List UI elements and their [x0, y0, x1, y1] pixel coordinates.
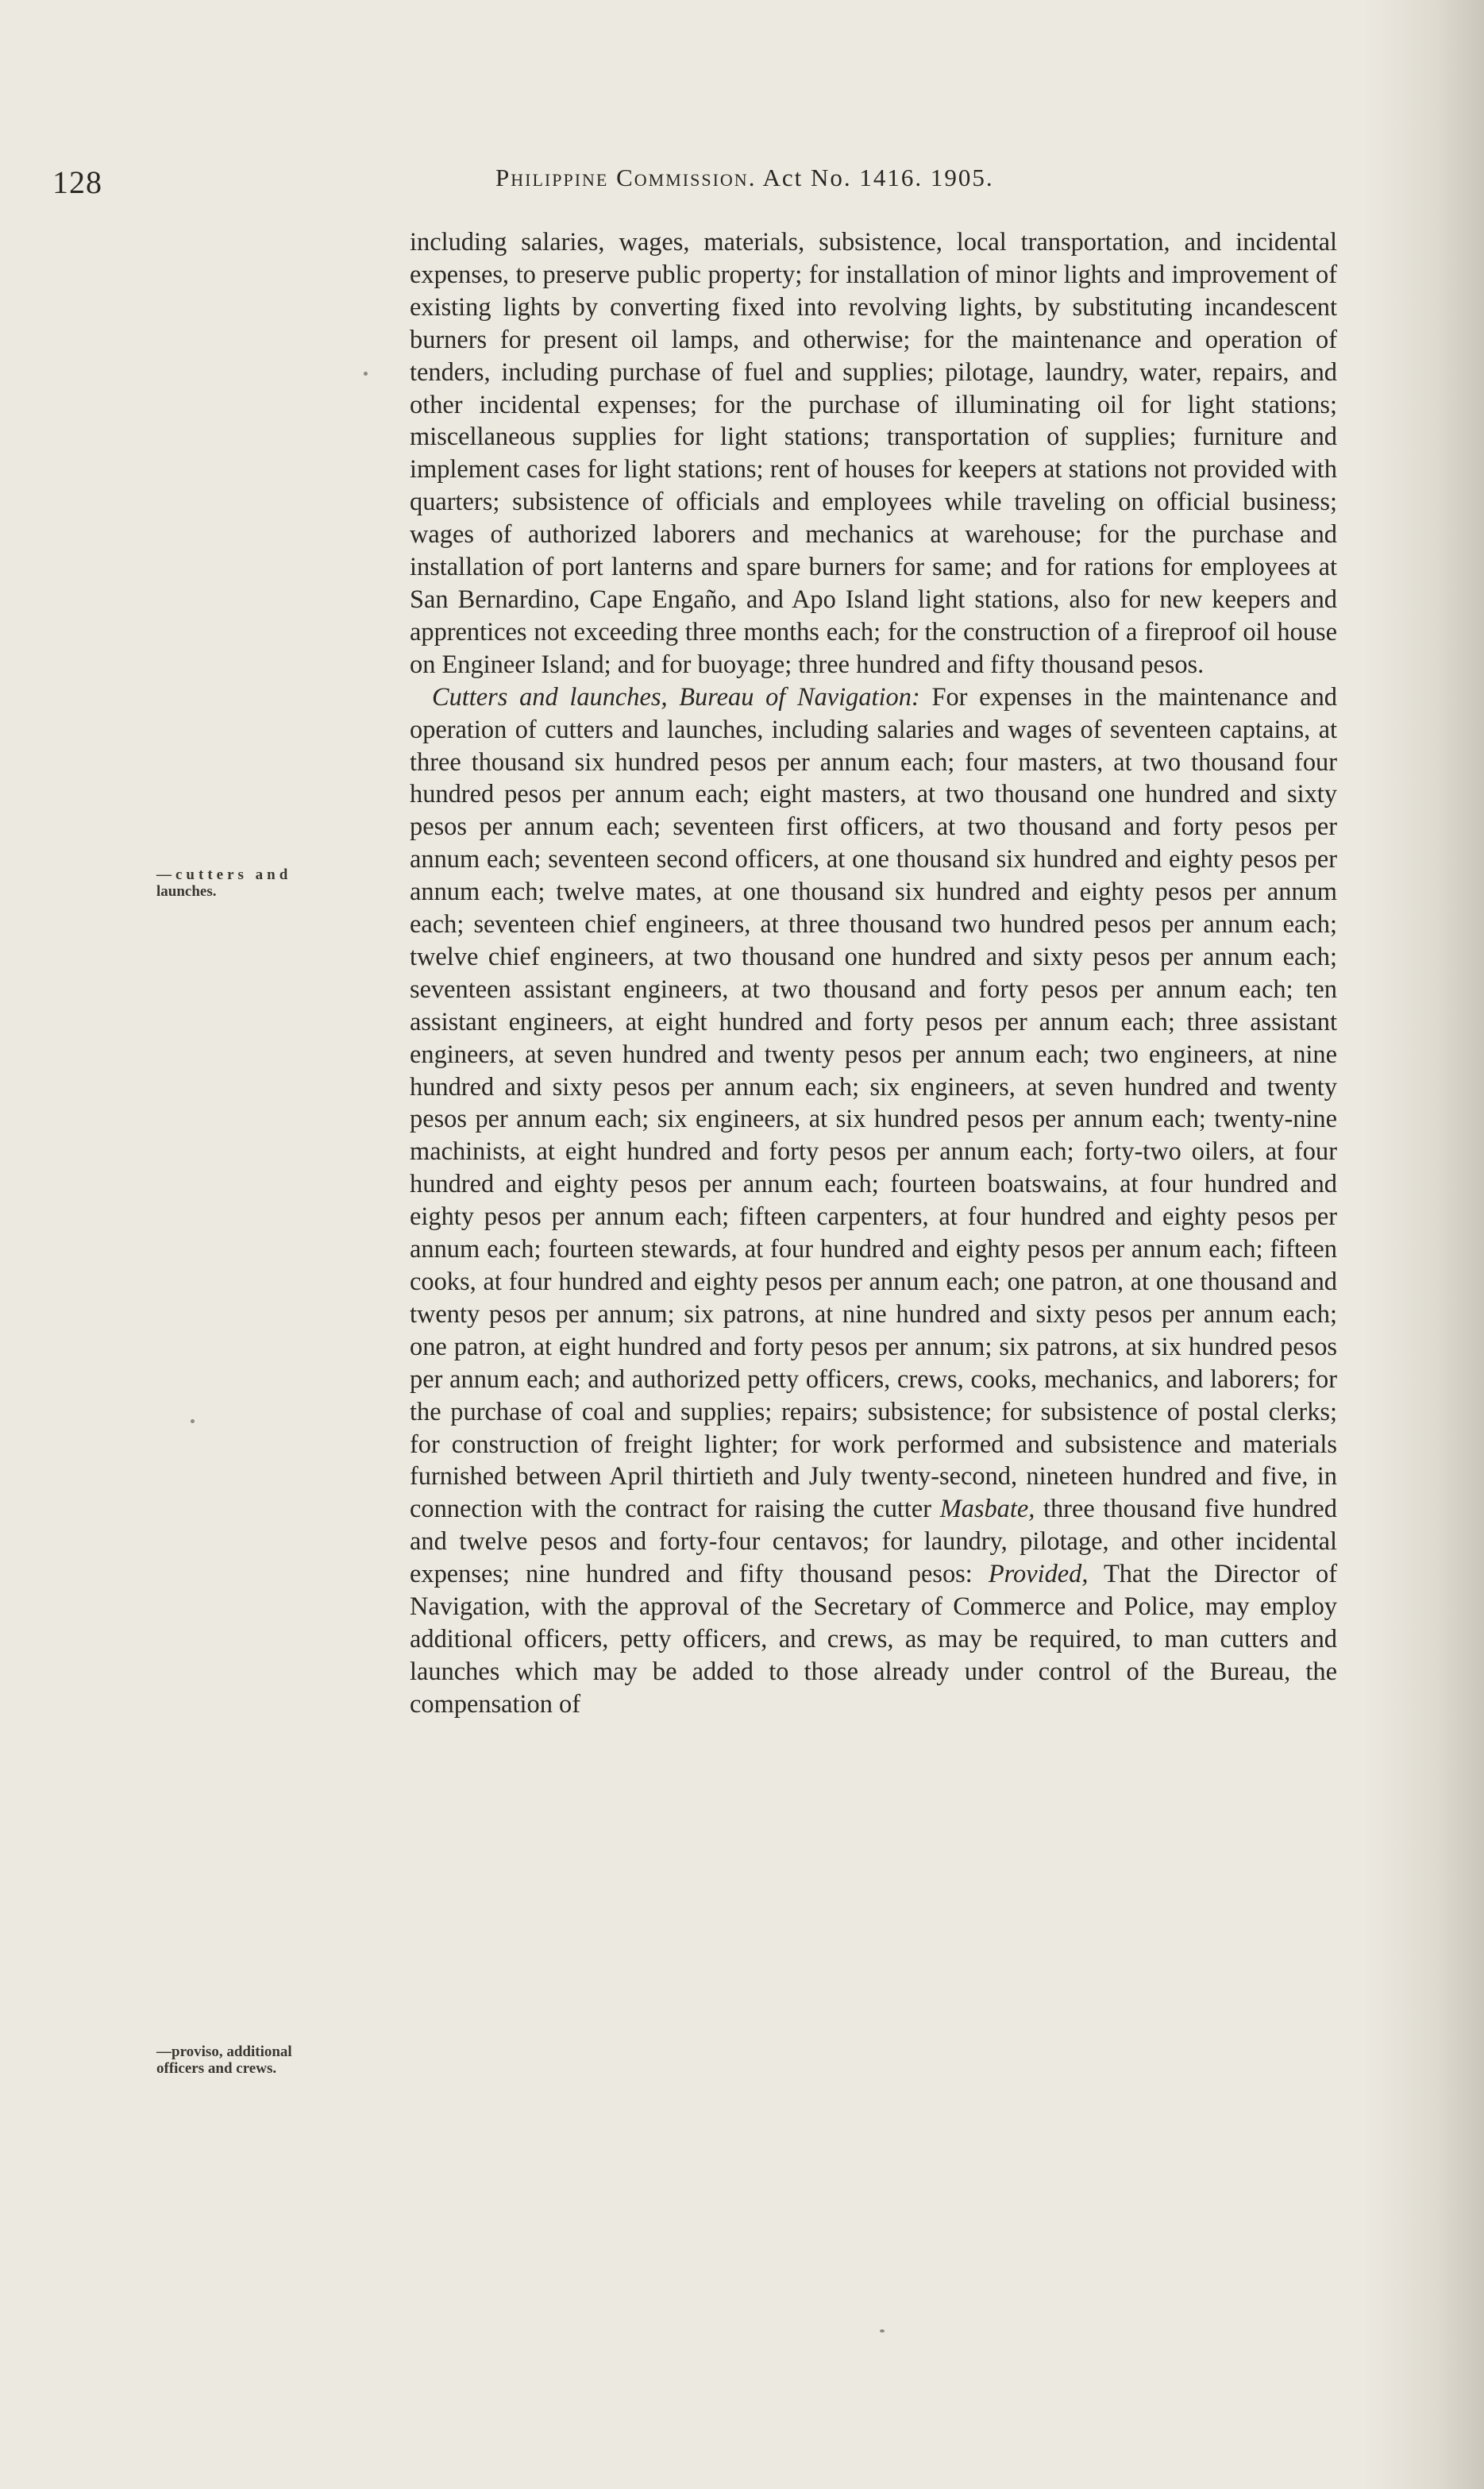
margin-note-line: launches. [156, 883, 217, 900]
page-number: 128 [52, 164, 102, 200]
body-text [410, 226, 1337, 1721]
paper-speck [191, 1419, 195, 1423]
margin-note-cutters-launches [156, 866, 395, 900]
paragraph-text: For expenses in the maintenance and operation of cutters and launches, including salaries and wages of seventeen captains, at three thousand six hundred pesos per annum each; four masters, at two thousand four hundred pesos per annum each; eight masters, at two thousand one hundred and sixty pesos per annum each; seventeen first officers, at two thousand and forty pesos per annum each; seventeen second officers, at one thousand six hundred and eighty pesos per annum each; twelve mates, at one thousand six hundred and eighty pesos per annum each; seventeen chief engineers, at three thousand two hundred pesos per annum each; twelve chief engineers, at two thousand one hundred and sixty pesos per annum each; seventeen assistant engineers, at two thousand and forty pesos per annum each; ten assistant engineers, at eight hundred and forty pesos per annum each; three assistant engineers, at seven hundred and twenty pesos per annum each; two engineers, at nine hundred and sixty pesos per annum each; six engineers, at seven hundred and twenty pesos per annum each; six engineers, at six hundred pesos per annum each; twenty-nine machinists, at eight hundred and forty pesos per annum each; forty-two oilers, at four hundred and eighty pesos per annum each; fourteen boatswains, at four hundred and eighty pesos per annum each; fifteen carpenters, at four hundred and eighty pesos per annum each; fourteen stewards, at four hundred and eighty pesos per annum each; fifteen cooks, at four hundred and eighty pesos per annum each; one patron, at one thousand and twenty pesos per annum; six patrons, at nine hundred and sixty pesos per annum each; one patron, at eight hundred and forty pesos per annum; six patrons, at six hundred pesos per annum each; and authorized petty officers, crews, cooks, mechanics, and laborers; for the purchase of coal and supplies; repairs; subsistence; for subsistence of postal clerks; for construction of freight lighter; for work performed and subsistence and materials furnished between April thirtieth and July twenty-second, nineteen hundred and five, in connection with the contract for raising the cutter [410, 682, 1337, 1524]
proviso-keyword: Provided, [988, 1560, 1089, 1589]
paper-speck [364, 372, 368, 376]
margin-note-line: officers and crews. [156, 2060, 277, 2077]
margin-note-proviso [156, 2043, 395, 2077]
margin-note-line: —cutters and [156, 866, 292, 883]
section-heading-cutters: Cutters and launches, Bureau of Navigation: [432, 682, 920, 712]
running-head-act: . Act No. 1416. 1905. [748, 164, 994, 191]
paragraph-text: That the Director of Navigation, with the approval of the Secretary of Commerce and Police, may employ additional officers, petty officers, and crews, as may be required, to man cutters and launches which may be added to those already under control of the Bureau, the compensation of [410, 1560, 1337, 1719]
paragraph-text: three thousand five hundred and twelve pesos and forty-four centavos; for laundry, pilotage, and other incidental expenses; nine hundred and fifty thousand pesos: [410, 1495, 1337, 1589]
page-edge-shadow [1365, 0, 1484, 2489]
paper-speck [880, 2329, 885, 2333]
running-head [495, 164, 1289, 192]
paragraph-lighthouse-expenses: including salaries, wages, materials, subsistence, local transportation, and incidental expenses, to preserve public property; for installation of minor lights and improvement of existing lights by converting fixed into revolving lights, by substituting incandescent burners for present oil lamps, and otherwise; for the maintenance and operation of tenders, including purchase of fuel and supplies; pilotage, laundry, water, repairs, and other incidental expenses; for the purchase of illuminating oil for light stations; miscellaneous supplies for light stations; transportation of supplies; furniture and implement cases for light stations; rent of houses for keepers at stations not provided with quarters; subsistence of officials and employees while traveling on official business; wages of authorized laborers and mechanics at warehouse; for the purchase and installation of port lanterns and spare burners for same; and for rations for employees at San Bernardino, Cape Engaño, and Apo Island light stations, also for new keepers and apprentices not exceeding three months each; for the construction of a fireproof oil house on Engineer Island; and for buoyage; three hundred and fifty thousand pesos. [410, 228, 1337, 679]
paragraph-cutters-launches [410, 681, 1337, 1721]
running-head-commission: Philippine Commission [495, 164, 749, 191]
ship-name-masbate: Masbate, [939, 1495, 1035, 1524]
margin-note-line: —proviso, additional [156, 2043, 292, 2060]
